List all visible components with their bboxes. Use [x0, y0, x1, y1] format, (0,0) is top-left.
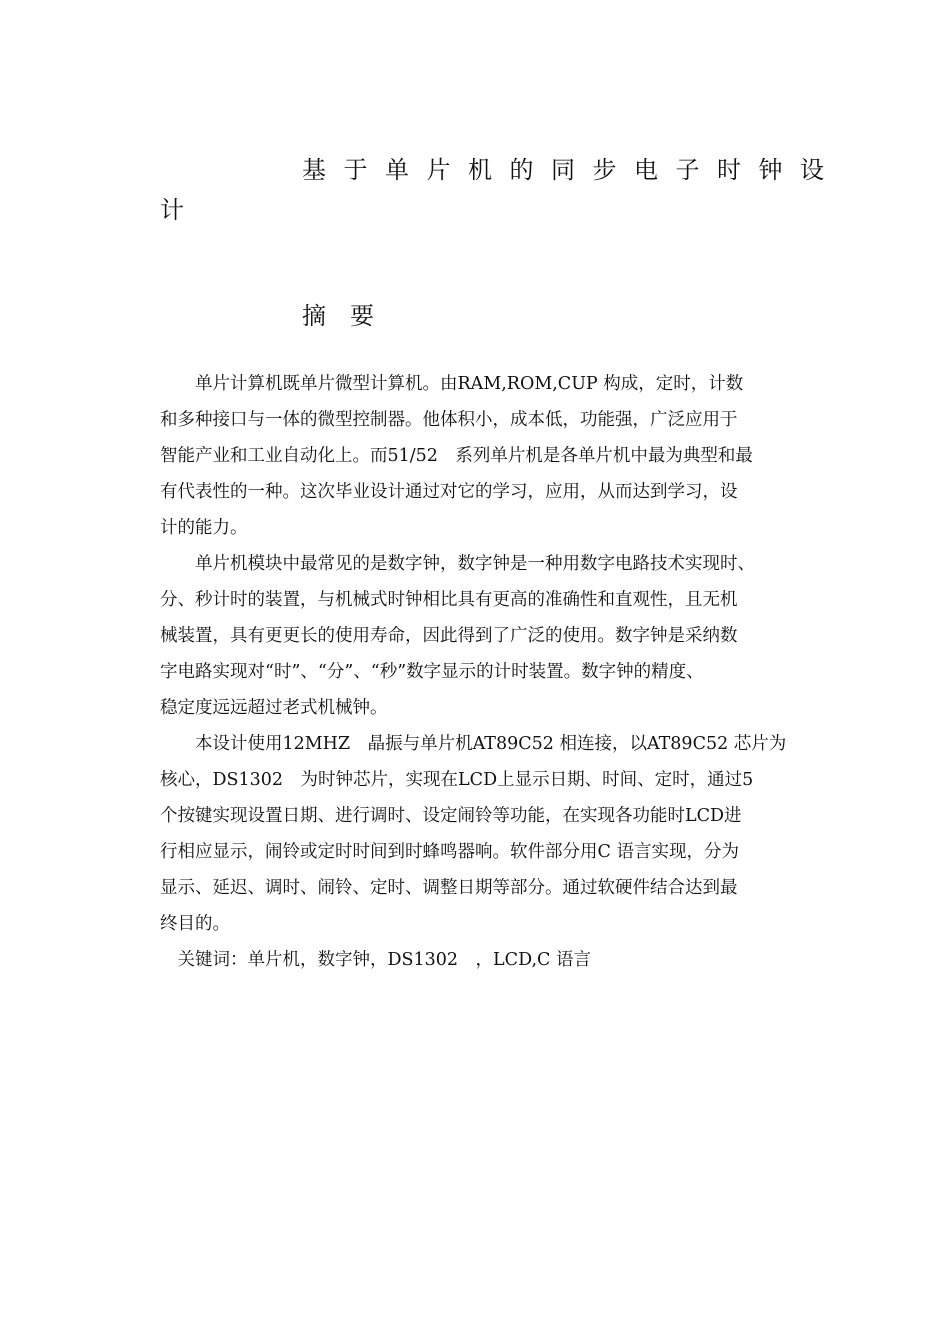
document-title-line-2: 计	[160, 196, 184, 224]
paragraph-3-line-4: 行相应显示，闹铃或定时时间到时蜂鸣器响。软件部分用C 语言实现，分为	[160, 842, 739, 862]
paragraph-2-line-1: 单片机模块中最常见的是数字钟，数字钟是一种用数字电路技术实现时、	[160, 554, 755, 574]
paragraph-3-line-2: 核心，DS1302 为时钟芯片，实现在LCD上显示日期、时间、定时，通过5	[160, 770, 754, 790]
paragraph-1-line-5: 计的能力。	[160, 518, 248, 538]
paragraph-3-line-5: 显示、延迟、调时、闹铃、定时、调整日期等部分。通过软硬件结合达到最	[160, 878, 738, 898]
paragraph-1-line-2: 和多种接口与一体的微型控制器。他体积小，成本低，功能强，广泛应用于	[160, 410, 738, 430]
document-title-line-1: 基于单片机的同步电子时钟设	[302, 156, 842, 184]
paragraph-2-line-5: 稳定度远远超过老式机械钟。	[160, 698, 388, 718]
paragraph-1-line-4: 有代表性的一种。这次毕业设计通过对它的学习，应用，从而达到学习，设	[160, 482, 738, 502]
paragraph-2-line-4: 字电路实现对“时”、“分”、“秒”数字显示的计时装置。数字钟的精度、	[160, 662, 704, 682]
paragraph-3-line-6: 终目的。	[160, 914, 230, 934]
paragraph-2-line-2: 分、秒计时的装置，与机械式时钟相比具有更高的准确性和直观性，且无机	[160, 590, 738, 610]
paragraph-2-line-3: 械装置，具有更更长的使用寿命，因此得到了广泛的使用。数字钟是采纳数	[160, 626, 738, 646]
paragraph-3-line-1: 本设计使用12MHZ 晶振与单片机AT89C52 相连接，以AT89C52 芯片为	[160, 734, 787, 754]
keywords-line: 关键词：单片机，数字钟，DS1302 ，LCD,C 语言	[160, 950, 591, 970]
abstract-heading: 摘要	[302, 302, 398, 330]
paragraph-3-line-3: 个按键实现设置日期、进行调时、设定闹铃等功能，在实现各功能时LCD进	[160, 806, 742, 826]
paragraph-1-line-3: 智能产业和工业自动化上。而51/52 系列单片机是各单片机中最为典型和最	[160, 446, 753, 466]
paragraph-1-line-1: 单片计算机既单片微型计算机。由RAM,ROM,CUP 构成，定时，计数	[160, 374, 744, 394]
